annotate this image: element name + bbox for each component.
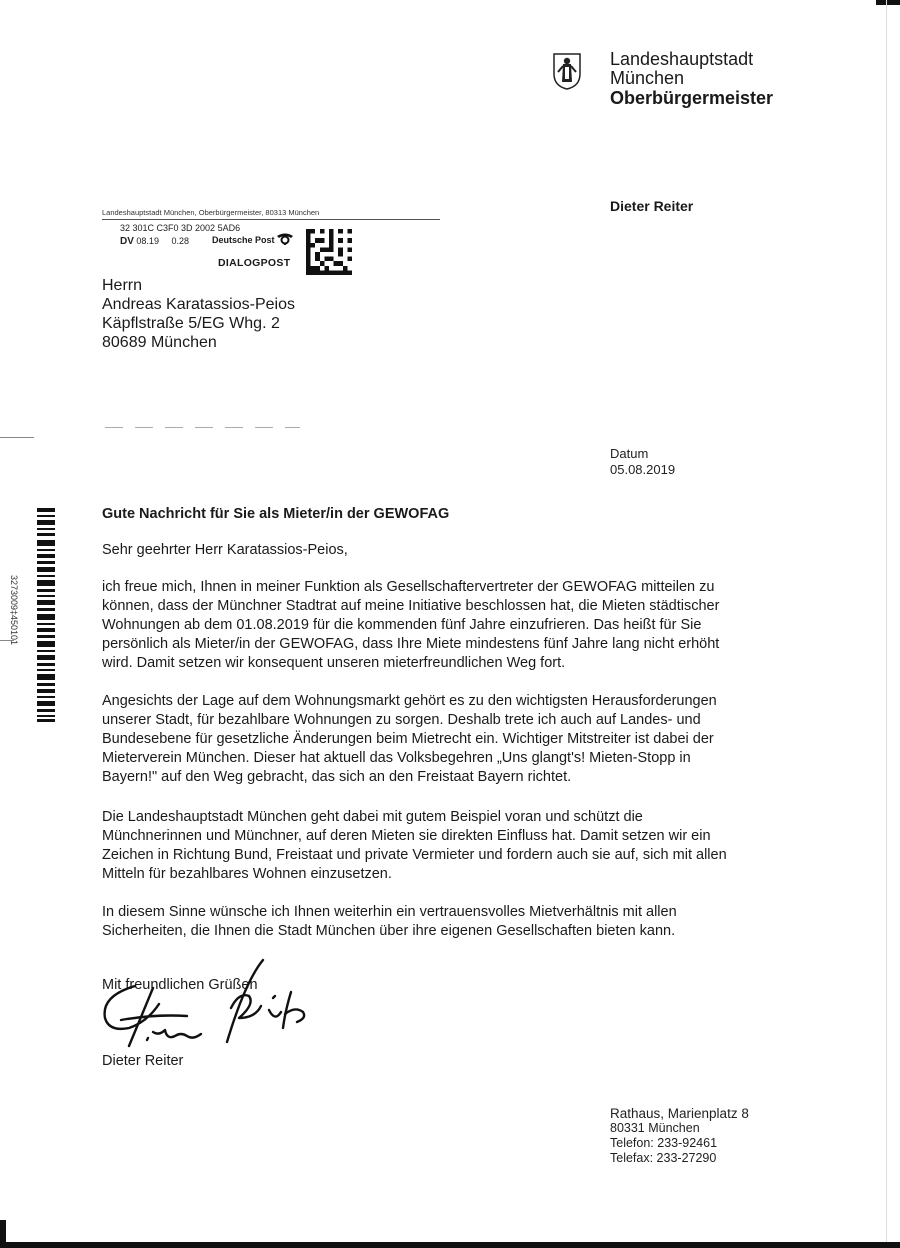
date-label: Datum: [610, 446, 649, 461]
paragraph-line: Zeichen in Richtung Bund, Freistaat und private Vermieter und fordern auch sie auf, sich mit allen: [102, 847, 727, 863]
paragraph-line: In diesem Sinne wünsche ich Ihnen weiterhin ein vertrauensvolles Mietverhältnis mit allen: [102, 904, 677, 920]
side-barcode-number: 3273009‡450101: [9, 574, 19, 646]
return-address-rule: [102, 219, 440, 220]
deutsche-post-label: Deutsche Post: [212, 235, 275, 245]
paragraph-line: Münchnerinnen und Münchner, auf deren Mieten sie direkten Einfluss hat. Damit setzen wir ein: [102, 828, 711, 844]
paragraph-4: [102, 903, 792, 941]
closing-phrase: Mit freundlichen Grüßen: [102, 977, 258, 993]
contact-fax: Telefax: 233-27290: [610, 1151, 717, 1165]
postage-dv: [120, 236, 189, 247]
recipient-street: Käpflstraße 5/EG Whg. 2: [102, 315, 280, 332]
scan-edge-right: [886, 0, 887, 1248]
paragraph-line: wird. Damit setzen wir konsequent unseren mieterfreundlichen Weg fort.: [102, 655, 566, 671]
paragraph-line: Bundesebene für gesetzliche Änderungen beim Mietrecht ein. Wichtiger Mitstreiter ist dabei der: [102, 731, 714, 747]
paragraph-line: Angesichts der Lage auf dem Wohnungsmarkt gehört es zu den wichtigsten Herausforderungen: [102, 693, 717, 709]
paragraph-line: Die Landeshauptstadt München geht dabei mit gutem Beispiel voran und schützt die: [102, 809, 643, 825]
paragraph-line: ich freue mich, Ihnen in meiner Funktion als Gesellschaftervertreter der GEWOFAG mitteilen zu: [102, 579, 715, 595]
paragraph-line: Bayern!" auf den Weg gebracht, das sich an den Freistaat Bayern richtet.: [102, 769, 572, 785]
paragraph-line: unserer Stadt, für bezahlbare Wohnungen zu sorgen. Deshalb trete ich auch auf Landes- und: [102, 712, 701, 728]
contact-phone: Telefon: 233-92461: [610, 1136, 718, 1150]
letter-subject: Gute Nachricht für Sie als Mieter/in der GEWOFAG: [102, 506, 450, 522]
scan-edge-corner: [0, 1220, 6, 1248]
recipient-salutation: Herrn: [102, 277, 143, 294]
munich-crest-icon: [552, 52, 582, 90]
scan-edge-top: [876, 0, 900, 5]
paragraph-line: Mitteln für bezahlbares Wohnen einzusetzen.: [102, 866, 392, 882]
date-value: 05.08.2019: [610, 462, 676, 477]
datamatrix-code-icon: [304, 229, 354, 275]
window-dash-line: [105, 427, 300, 428]
paragraph-line: Wohnungen ab dem 01.08.2019 für die kommenden fünf Jahre einzufrieren. Das heißt für Sie: [102, 617, 702, 633]
letter-salutation: Sehr geehrter Herr Karatassios-Peios,: [102, 542, 348, 558]
contact-street: Rathaus, Marienplatz 8: [610, 1106, 749, 1121]
paragraph-3: [102, 808, 792, 884]
paragraph-line: können, dass der Münchner Stadtrat auf meine Initiative beschlossen hat, die Mieten städtischer: [102, 598, 720, 614]
paragraph-line: Sicherheiten, die Ihnen die Stadt München über ihre eigenen Gesellschaften bieten kann.: [102, 923, 676, 939]
postage-dv-values: 08.19 0.28: [136, 236, 189, 246]
recipient-city: 80689 München: [102, 334, 217, 351]
letterhead-office: Oberbürgermeister: [610, 88, 774, 108]
paragraph-line: persönlich als Mieter/in der GEWOFAG, dass Ihre Miete mindestens fünf Jahre lang nicht erhöht: [102, 636, 720, 652]
paragraph-line: Mieterverein München. Dieser hat aktuell das Volksbegehren „Uns glangt's! Mieten-Stopp in: [102, 750, 691, 766]
fold-mark: [0, 437, 34, 438]
letterhead-city-type: Landeshauptstadt: [610, 49, 754, 69]
letterhead-city-name: München: [610, 68, 685, 88]
sender-name: Dieter Reiter: [610, 198, 694, 214]
paragraph-1: [102, 578, 792, 673]
postage-code: 32 301C C3F0 3D 2002 5AD6: [120, 223, 241, 233]
contact-block: [610, 1106, 749, 1166]
dialogpost-label: DIALOGPOST: [218, 257, 291, 269]
return-address: Landeshauptstadt München, Oberbürgermeister, 80313 München: [102, 208, 320, 217]
handwritten-signature: [95, 952, 320, 1052]
contact-city: 80331 München: [610, 1121, 700, 1135]
side-barcode-icon: [37, 508, 55, 722]
scan-edge-bottom: [0, 1242, 900, 1248]
post-horn-icon: [276, 232, 294, 245]
postage-dv-label: DV: [120, 236, 134, 247]
signer-name: Dieter Reiter: [102, 1053, 184, 1069]
recipient-name: Andreas Karatassios-Peios: [102, 296, 295, 313]
paragraph-2: [102, 692, 792, 787]
